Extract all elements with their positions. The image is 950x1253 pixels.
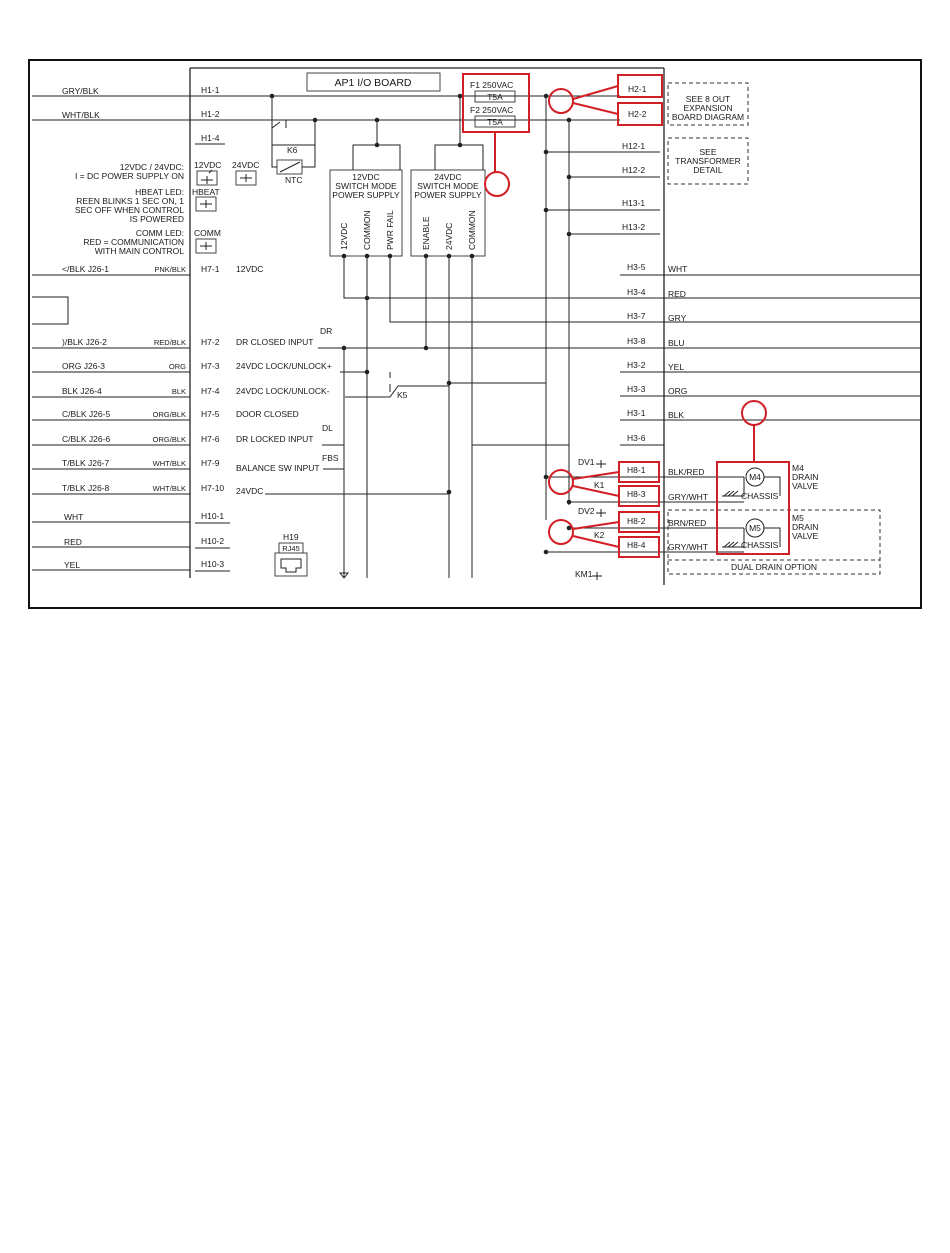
signal-h7-6: DR LOCKED INPUT bbox=[236, 434, 314, 444]
j26-4-label: BLK J26-4 bbox=[62, 386, 102, 396]
signal-h7-4: 24VDC LOCK/UNLOCK- bbox=[236, 386, 330, 396]
psu-24vdc-title-2: SWITCH MODE bbox=[417, 181, 479, 191]
rj45-id: H19 bbox=[283, 532, 299, 542]
transformer-note-3: DETAIL bbox=[693, 165, 723, 175]
h3-3-color: ORG bbox=[668, 386, 688, 396]
led-hbeat-label: HBEAT bbox=[192, 187, 220, 197]
psu-24vdc-title-1: 24VDC bbox=[434, 172, 462, 182]
terminal-h8-3: H8-3 bbox=[627, 489, 646, 499]
h8-1-color: BLK/RED bbox=[668, 467, 705, 477]
led-comm-label: COMM bbox=[194, 228, 221, 238]
signal-h7-2: DR CLOSED INPUT bbox=[236, 337, 314, 347]
signal-h7-5: DOOR CLOSED bbox=[236, 409, 299, 419]
rj45-label: RJ45 bbox=[282, 544, 300, 553]
connector-bracket bbox=[32, 297, 68, 324]
fuse1-rating: T5A bbox=[487, 92, 503, 102]
motor-m5-circle-label: M5 bbox=[749, 523, 761, 533]
power-led-desc-2: I = DC POWER SUPPLY ON bbox=[74, 171, 184, 181]
terminal-h7-3: H7-3 bbox=[201, 361, 220, 371]
fuse2-rating: T5A bbox=[487, 117, 503, 127]
terminal-h12-1: H12-1 bbox=[622, 141, 646, 151]
k1-label: K1 bbox=[594, 480, 605, 490]
terminal-h8-4: H8-4 bbox=[627, 540, 646, 550]
expansion-note-1: SEE 8 OUT bbox=[685, 94, 731, 104]
terminal-h8-1: H8-1 bbox=[627, 465, 646, 475]
psu-12vdc-pin-12vdc: 12VDC bbox=[339, 222, 349, 250]
psu-12vdc-pin-pwrfail: PWR FAIL bbox=[385, 210, 395, 250]
terminal-h1-2: H1-2 bbox=[201, 109, 220, 119]
h7-10-wire-color: WHT/BLK bbox=[152, 484, 186, 493]
terminal-h1-1: H1-1 bbox=[201, 85, 220, 95]
h2-callout-circle bbox=[549, 89, 573, 113]
km1-label: KM1 bbox=[575, 569, 593, 579]
h10-1-wire-color: WHT bbox=[64, 512, 84, 522]
terminal-h3-7: H3-7 bbox=[627, 311, 646, 321]
j26-2-label: )/BLK J26-2 bbox=[62, 337, 107, 347]
hbeat-led-desc-1: HBEAT LED: bbox=[135, 187, 184, 197]
psu-12vdc-title-1: 12VDC bbox=[352, 172, 380, 182]
motor-m5-chassis: CHASSIS bbox=[741, 540, 779, 550]
terminal-h3-4: H3-4 bbox=[627, 287, 646, 297]
h7-4-wire-color: BLK bbox=[171, 387, 186, 396]
h7-6-wire-color: ORG/BLK bbox=[152, 435, 186, 444]
motor-m4-chassis: CHASSIS bbox=[741, 491, 779, 501]
hbeat-led-desc-3: SEC OFF WHEN CONTROL bbox=[74, 205, 184, 215]
dual-drain-label: DUAL DRAIN OPTION bbox=[730, 562, 818, 572]
led-24vdc-label: 24VDC bbox=[232, 160, 260, 170]
psu-24vdc-pin-24vdc: 24VDC bbox=[444, 222, 454, 250]
dv1-label: DV1 bbox=[578, 457, 595, 467]
signal-fbs: FBS bbox=[322, 453, 339, 463]
psu-24vdc-pin-enable: ENABLE bbox=[421, 216, 431, 250]
terminal-h13-2: H13-2 bbox=[622, 222, 646, 232]
terminal-h2-1: H2-1 bbox=[628, 84, 647, 94]
signal-dl: DL bbox=[322, 423, 333, 433]
h1-2-wire-color: WHT/BLK bbox=[62, 110, 100, 120]
h7-9-wire-color: WHT/BLK bbox=[152, 459, 186, 468]
terminal-h7-4: H7-4 bbox=[201, 386, 220, 396]
psu-24vdc-pin-common: COMMON bbox=[467, 210, 477, 250]
h3-8-color: BLU bbox=[668, 338, 685, 348]
terminal-h7-5: H7-5 bbox=[201, 409, 220, 419]
signal-h7-9: BALANCE SW INPUT bbox=[236, 463, 320, 473]
terminal-h7-2: H7-2 bbox=[201, 337, 220, 347]
expansion-note-3: BOARD DIAGRAM bbox=[671, 112, 745, 122]
terminal-h7-6: H7-6 bbox=[201, 434, 220, 444]
h7-5-wire-color: ORG/BLK bbox=[152, 410, 186, 419]
terminal-h7-9: H7-9 bbox=[201, 458, 220, 468]
terminal-h3-2: H3-2 bbox=[627, 360, 646, 370]
j26-5-label: C/BLK J26-5 bbox=[62, 409, 111, 419]
h7-3-wire-color: ORG bbox=[168, 362, 186, 371]
j26-1-label: </BLK J26-1 bbox=[62, 264, 110, 274]
terminal-h3-3: H3-3 bbox=[627, 384, 646, 394]
terminal-h1-4: H1-4 bbox=[201, 133, 220, 143]
terminal-h2-2: H2-2 bbox=[628, 109, 647, 119]
signal-dr: DR bbox=[320, 326, 333, 336]
relay-k5-label: K5 bbox=[397, 390, 408, 400]
k2-callout-circle bbox=[549, 520, 573, 544]
motor-m4-label-1: M4 bbox=[792, 463, 804, 473]
j26-7-label: T/BLK J26-7 bbox=[62, 458, 110, 468]
h10-3-wire-color: YEL bbox=[64, 560, 81, 570]
comm-led-desc-1: COMM LED: bbox=[135, 228, 184, 238]
motor-m4-label-2: DRAIN bbox=[792, 472, 819, 482]
h7-2-wire-color: RED/BLK bbox=[153, 338, 186, 347]
motor-m4-label-3: VALVE bbox=[792, 481, 819, 491]
comm-led-desc-2: RED = COMMUNICATION bbox=[83, 237, 184, 247]
psu-12vdc-title-2: SWITCH MODE bbox=[335, 181, 397, 191]
terminal-h7-1: H7-1 bbox=[201, 264, 220, 274]
comm-led-desc-3: WITH MAIN CONTROL bbox=[94, 246, 184, 256]
hbeat-led-desc-4: IS POWERED bbox=[129, 214, 184, 224]
j26-6-label: C/BLK J26-6 bbox=[62, 434, 111, 444]
h3-7-color: GRY bbox=[668, 313, 687, 323]
terminal-h10-3: H10-3 bbox=[201, 559, 225, 569]
h7-1-wire-color: PNK/BLK bbox=[154, 265, 186, 274]
h3-2-color: YEL bbox=[668, 362, 685, 372]
terminal-h3-6: H3-6 bbox=[627, 433, 646, 443]
motor-m5-label-3: VALVE bbox=[792, 531, 819, 541]
h8-3-color: GRY/WHT bbox=[668, 492, 708, 502]
j26-8-label: T/BLK J26-8 bbox=[62, 483, 110, 493]
valve-callout-circle bbox=[742, 401, 766, 425]
power-led-desc-1: 12VDC / 24VDC: bbox=[119, 162, 184, 172]
h3-1-color: BLK bbox=[668, 410, 685, 420]
dv2-label: DV2 bbox=[578, 506, 595, 516]
terminal-h3-8: H3-8 bbox=[627, 336, 646, 346]
psu-12vdc-pin-common: COMMON bbox=[362, 210, 372, 250]
fuse-callout-circle bbox=[485, 172, 509, 196]
h3-4-color: RED bbox=[668, 289, 686, 299]
terminal-h10-1: H10-1 bbox=[201, 511, 225, 521]
led-12vdc-label: 12VDC bbox=[194, 160, 222, 170]
relay-k6-label: K6 bbox=[287, 145, 298, 155]
hbeat-led-desc-2: REEN BLINKS 1 SEC ON, 1 bbox=[76, 196, 184, 206]
expansion-note-2: EXPANSION bbox=[683, 103, 733, 113]
motor-m5-label-1: M5 bbox=[792, 513, 804, 523]
psu-12vdc-title-3: POWER SUPPLY bbox=[332, 190, 400, 200]
j26-3-label: ORG J26-3 bbox=[62, 361, 105, 371]
terminal-h3-1: H3-1 bbox=[627, 408, 646, 418]
h8-2-color: BRN/RED bbox=[668, 518, 707, 528]
fuse1-label: F1 250VAC bbox=[470, 80, 514, 90]
ntc-label: NTC bbox=[285, 175, 303, 185]
fuse2-label: F2 250VAC bbox=[470, 105, 514, 115]
signal-h7-10: 24VDC bbox=[236, 486, 264, 496]
h3-5-color: WHT bbox=[668, 264, 688, 274]
transformer-note-2: TRANSFORMER bbox=[675, 156, 741, 166]
terminal-h8-2: H8-2 bbox=[627, 516, 646, 526]
signal-h7-3: 24VDC LOCK/UNLOCK+ bbox=[236, 361, 332, 371]
rj45-jack-icon bbox=[275, 553, 307, 576]
board-title: AP1 I/O BOARD bbox=[334, 77, 412, 89]
transformer-note-1: SEE bbox=[699, 147, 717, 157]
signal-h7-1: 12VDC bbox=[236, 264, 264, 274]
terminal-h13-1: H13-1 bbox=[622, 198, 646, 208]
terminal-h7-10: H7-10 bbox=[201, 483, 225, 493]
h1-1-wire-color: GRY/BLK bbox=[62, 86, 99, 96]
h8-4-color: GRY/WHT bbox=[668, 542, 708, 552]
relay-k6-contact bbox=[272, 96, 286, 128]
h10-2-wire-color: RED bbox=[64, 537, 82, 547]
terminal-h12-2: H12-2 bbox=[622, 165, 646, 175]
terminal-h10-2: H10-2 bbox=[201, 536, 225, 546]
terminal-h3-5: H3-5 bbox=[627, 262, 646, 272]
k2-label: K2 bbox=[594, 530, 605, 540]
outer-border bbox=[29, 60, 921, 608]
psu-24vdc-title-3: POWER SUPPLY bbox=[414, 190, 482, 200]
motor-m5-label-2: DRAIN bbox=[792, 522, 819, 532]
motor-m4-circle-label: M4 bbox=[749, 472, 761, 482]
